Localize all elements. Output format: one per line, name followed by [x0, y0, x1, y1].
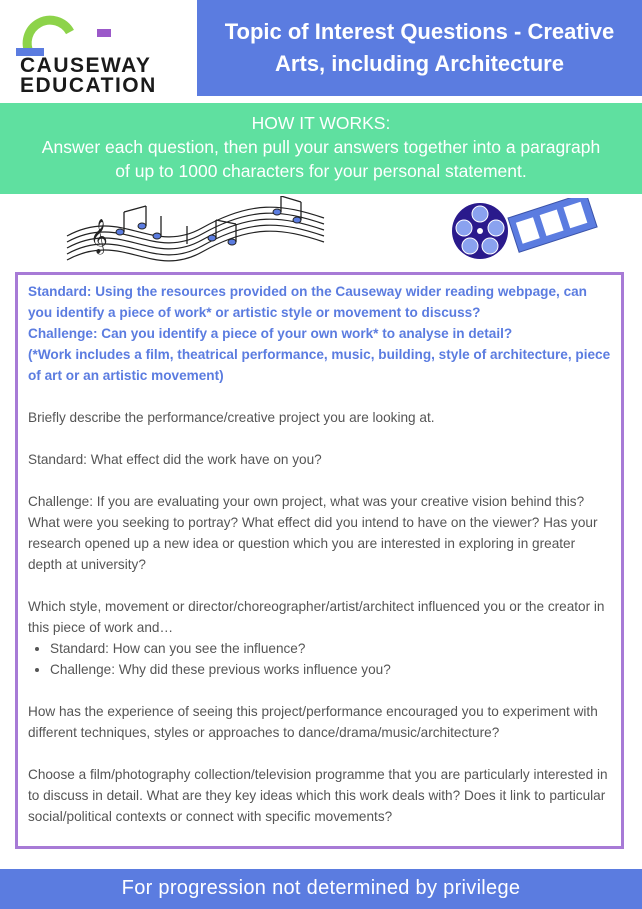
intro-work-note: (*Work includes a film, theatrical performance, music, building, style of architecture, piece of art or an artistic movement) — [28, 347, 611, 383]
question-influence: Which style, movement or director/choreographer/artist/architect influenced you or the creator in this piece of work and… — [28, 599, 605, 635]
intro-standard: Standard: Using the resources provided on the Causeway wider reading webpage, can you identify a piece of work* or artistic style or movement to discuss? — [28, 284, 587, 320]
music-staff-icon — [62, 196, 332, 266]
question-creative-vision: Challenge: If you are evaluating your own project, what was your creative vision behind this? What were you seeking to portray? What effect did you intend to have on the viewer? Has your research opened up a new idea or question which you are interested in exploring in greater depth at university? — [28, 494, 598, 572]
list-item: • Standard: How can you see the influence? — [50, 638, 611, 659]
question-film-collection: Choose a film/photography collection/television programme that you are particularly interested in to discuss in detail. What are they key ideas which this work deals with? Does it link to particular social/political contexts or connect with specific movements? — [28, 767, 608, 824]
question-describe: Briefly describe the performance/creative project you are looking at. — [28, 410, 435, 425]
question-experiment: How has the experience of seeing this project/performance encouraged you to experiment with different techniques, styles or approaches to dance/drama/music/architecture? — [28, 704, 598, 740]
influence-bullets — [28, 638, 611, 680]
svg-text:𝄞: 𝄞 — [90, 219, 108, 254]
how-it-works-heading: HOW IT WORKS: — [251, 113, 391, 133]
how-it-works-text: Answer each question, then pull your answers together into a paragraph of up to 1000 characters for your personal statement. — [41, 137, 601, 181]
logo-text-line1: CAUSEWAY — [20, 54, 152, 77]
causeway-education-logo — [8, 12, 188, 97]
questions-box — [15, 272, 624, 849]
footer-tagline: For progression not determined by privilege — [0, 869, 642, 909]
header — [0, 0, 642, 98]
how-it-works-banner — [0, 103, 642, 194]
logo-text-line2: EDUCATION — [20, 74, 157, 97]
list-item: • Challenge: Why did these previous works influence you? — [50, 659, 611, 680]
page-title: Topic of Interest Questions - Creative Arts, including Architecture — [197, 0, 642, 96]
intro-challenge: Challenge: Can you identify a piece of your own work* to analyse in detail? — [28, 326, 513, 341]
question-effect: Standard: What effect did the work have on you? — [28, 452, 322, 467]
film-reel-icon — [448, 198, 598, 268]
